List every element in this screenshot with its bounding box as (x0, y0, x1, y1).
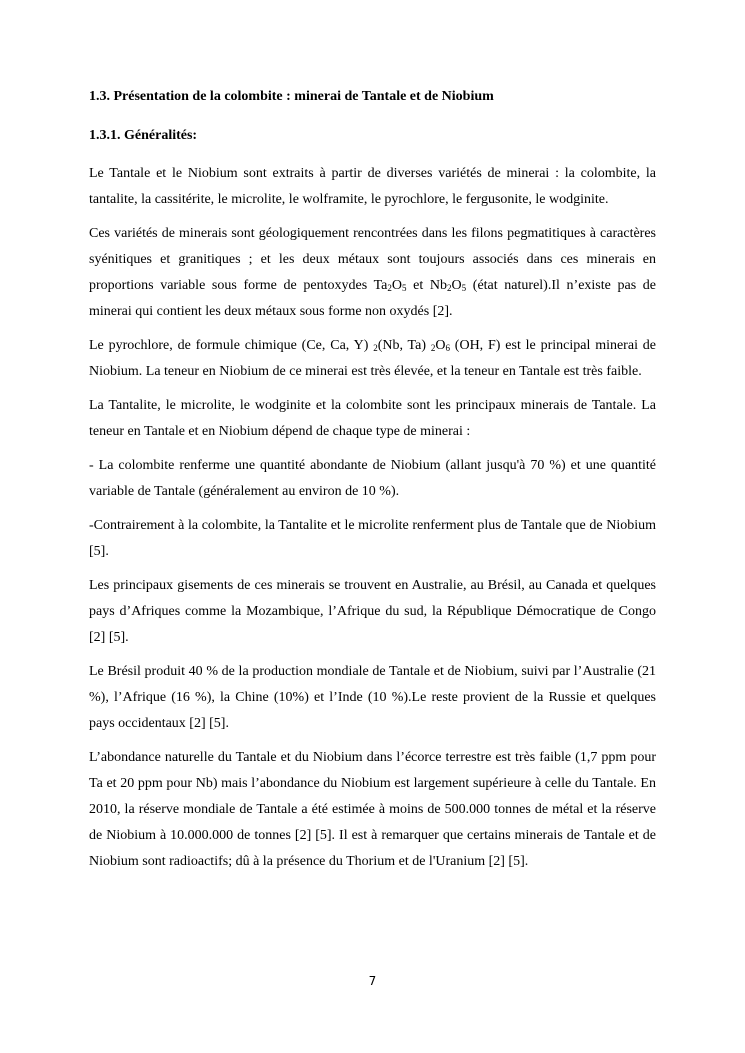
paragraph-ore-varieties: Le Tantale et le Niobium sont extraits à partir de diverses variétés de minerai : la colombite, la tantalite, la cassitérite, le microlite, le wolframite, le pyrochlore, le fergusonite, le wodginite. (89, 166, 656, 207)
paragraph-abundance: L’abondance naturelle du Tantale et du Niobium dans l’écorce terrestre est très faible (1,7 ppm pour Ta et 20 ppm pour Nb) mais l’abondance du Niobium est largement supérieure à celle du Tantale. En 2010, la réserve mondiale de Tantale a été estimée à moins de 500.000 tonnes de métal et la réserve de Niobium à 10.000.000 de tonnes [2] [5]. Il est à remarquer que certains minerais de Tantale et de Niobium sont radioactifs; dû à la présence du Thorium et de l'Uranium [2] [5]. (89, 750, 656, 869)
formula-ta2o5: $Ta_2O_5$ (373, 278, 407, 293)
text-run: (Nb, Ta) (377, 338, 431, 353)
paragraph-deposits: Les principaux gisements de ces minerais se trouvent en Australie, au Brésil, au Canada et quelques pays d’Afriques comme la Mozambique, l’Afrique du sud, la République Démocratique de Congo [2] [5]. (89, 578, 656, 645)
text-run: (OH, F) est le principal minerai de Niobium. La teneur en Niobium de ce minerai est très élevée, et la teneur en Tantale est très faible. (89, 338, 656, 379)
page-number: 7 (368, 974, 377, 988)
formula-nb2o5: $Nb_2O_5$ (429, 278, 467, 293)
text-run: (état naturel).Il n’existe pas de minerai qui contient les deux métaux sous forme non oxydés [2]. (89, 278, 657, 319)
text-run: Le pyrochlore, de formule chimique (Ce, Ca, Y) (89, 338, 374, 353)
text-run: et (406, 278, 430, 293)
paragraph-tantalum-ores: La Tantalite, le microlite, le wodginite et la colombite sont les principaux minerais de Tantale. La teneur en Tantale et en Niobium dépend de chaque type de minerai : (89, 398, 656, 439)
text-run: O (435, 338, 446, 353)
document-page (89, 86, 656, 883)
section-title: 1.3. Présentation de la colombite : minerai de Tantale et de Niobium (89, 89, 494, 104)
text-run: Ces variétés de minerais sont géologiquement rencontrées dans les filons pegmatitiques à caractères syénitiques et granitiques ; et les deux métaux sont toujours associés dans ces minerais en proportions variable sous forme de pentoxydes (89, 226, 656, 293)
subsection-title: 1.3.1. Généralités: (89, 128, 198, 143)
paragraph-colombite: - La colombite renferme une quantité abondante de Niobium (allant jusqu'à 70 %) et une quantité variable de Tantale (généralement au environ de 10 %). (89, 458, 656, 499)
paragraph-geology (89, 221, 656, 325)
paragraph-tantalite: -Contrairement à la colombite, la Tantalite et le microlite renferment plus de Tantale que de Niobium [5]. (89, 518, 656, 559)
paragraph-production: Le Brésil produit 40 % de la production mondiale de Tantale et de Niobium, suivi par l’Australie (21 %), l’Afrique (16 %), la Chine (10%) et l’Inde (10 %).Le reste provient de la Russie et quelques pays occidentaux [2] [5]. (89, 664, 656, 731)
paragraph-pyrochlore: Le pyrochlore, de formule chimique (Ce, Ca, Y) $_2$(Nb, Ta) $_2O_6$ (OH, F) est le principal minerai de Niobium. La teneur en Niobium de ce minerai est très élevée, et la teneur en Tantale est très faible. (89, 338, 656, 379)
